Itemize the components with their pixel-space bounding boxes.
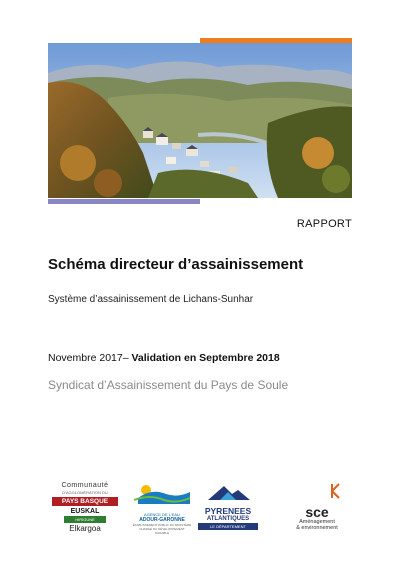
adour-logo-line3: ÉTABLISSEMENT PUBLIC DU MINISTÈRE CHARGÉ DU DÉVELOPPEMENT DURABLE xyxy=(132,523,192,535)
pyrenees-logo-line2: ATLANTIQUES xyxy=(206,516,250,522)
purple-accent-bar xyxy=(48,199,200,204)
communaute-logo xyxy=(52,482,118,533)
communaute-logo-line5: HIRIGUNE xyxy=(64,516,106,523)
communaute-logo-line3: PAYS BASQUE xyxy=(52,497,118,506)
sce-logo-line1: Aménagement xyxy=(299,519,335,525)
sce-k-icon xyxy=(286,482,348,500)
pyrenees-logo-line1: PYRENEES xyxy=(204,506,252,516)
validation-date: Validation en Septembre 2018 xyxy=(131,352,280,364)
adour-logo-line2: ADOUR-GARONNE xyxy=(139,517,185,523)
document-title: Schéma directeur d’assainissement xyxy=(48,256,304,273)
document-subtitle: Système d’assainissement de Lichans-Sunhar xyxy=(48,294,254,305)
communaute-logo-line6: Elkargoa xyxy=(69,524,101,533)
document-date xyxy=(48,352,280,364)
communaute-logo-line2: D'AGGLOMÉRATION DU xyxy=(62,490,108,495)
mountain-icon xyxy=(198,482,258,502)
adour-garonne-logo xyxy=(132,482,192,535)
report-type-label: RAPPORT xyxy=(296,218,352,230)
pyrenees-atlantiques-logo xyxy=(198,482,258,530)
organization-name: Syndicat d’Assainissement du Pays de Soule xyxy=(48,378,289,392)
sce-logo xyxy=(286,482,348,531)
date-text: Novembre 2017– xyxy=(48,352,132,364)
pyrenees-logo-line3: LE DÉPARTEMENT xyxy=(198,523,258,530)
cover-photo xyxy=(48,43,352,198)
sce-logo-line2: & environnement xyxy=(296,525,338,531)
communaute-logo-line4: EUSKAL xyxy=(70,508,100,515)
communaute-logo-line1: Communauté xyxy=(61,482,109,489)
adour-logo-line1: AGENCE DE L'EAU xyxy=(144,512,180,517)
water-wave-icon xyxy=(132,482,192,506)
sce-logo-name: sce xyxy=(305,504,329,520)
